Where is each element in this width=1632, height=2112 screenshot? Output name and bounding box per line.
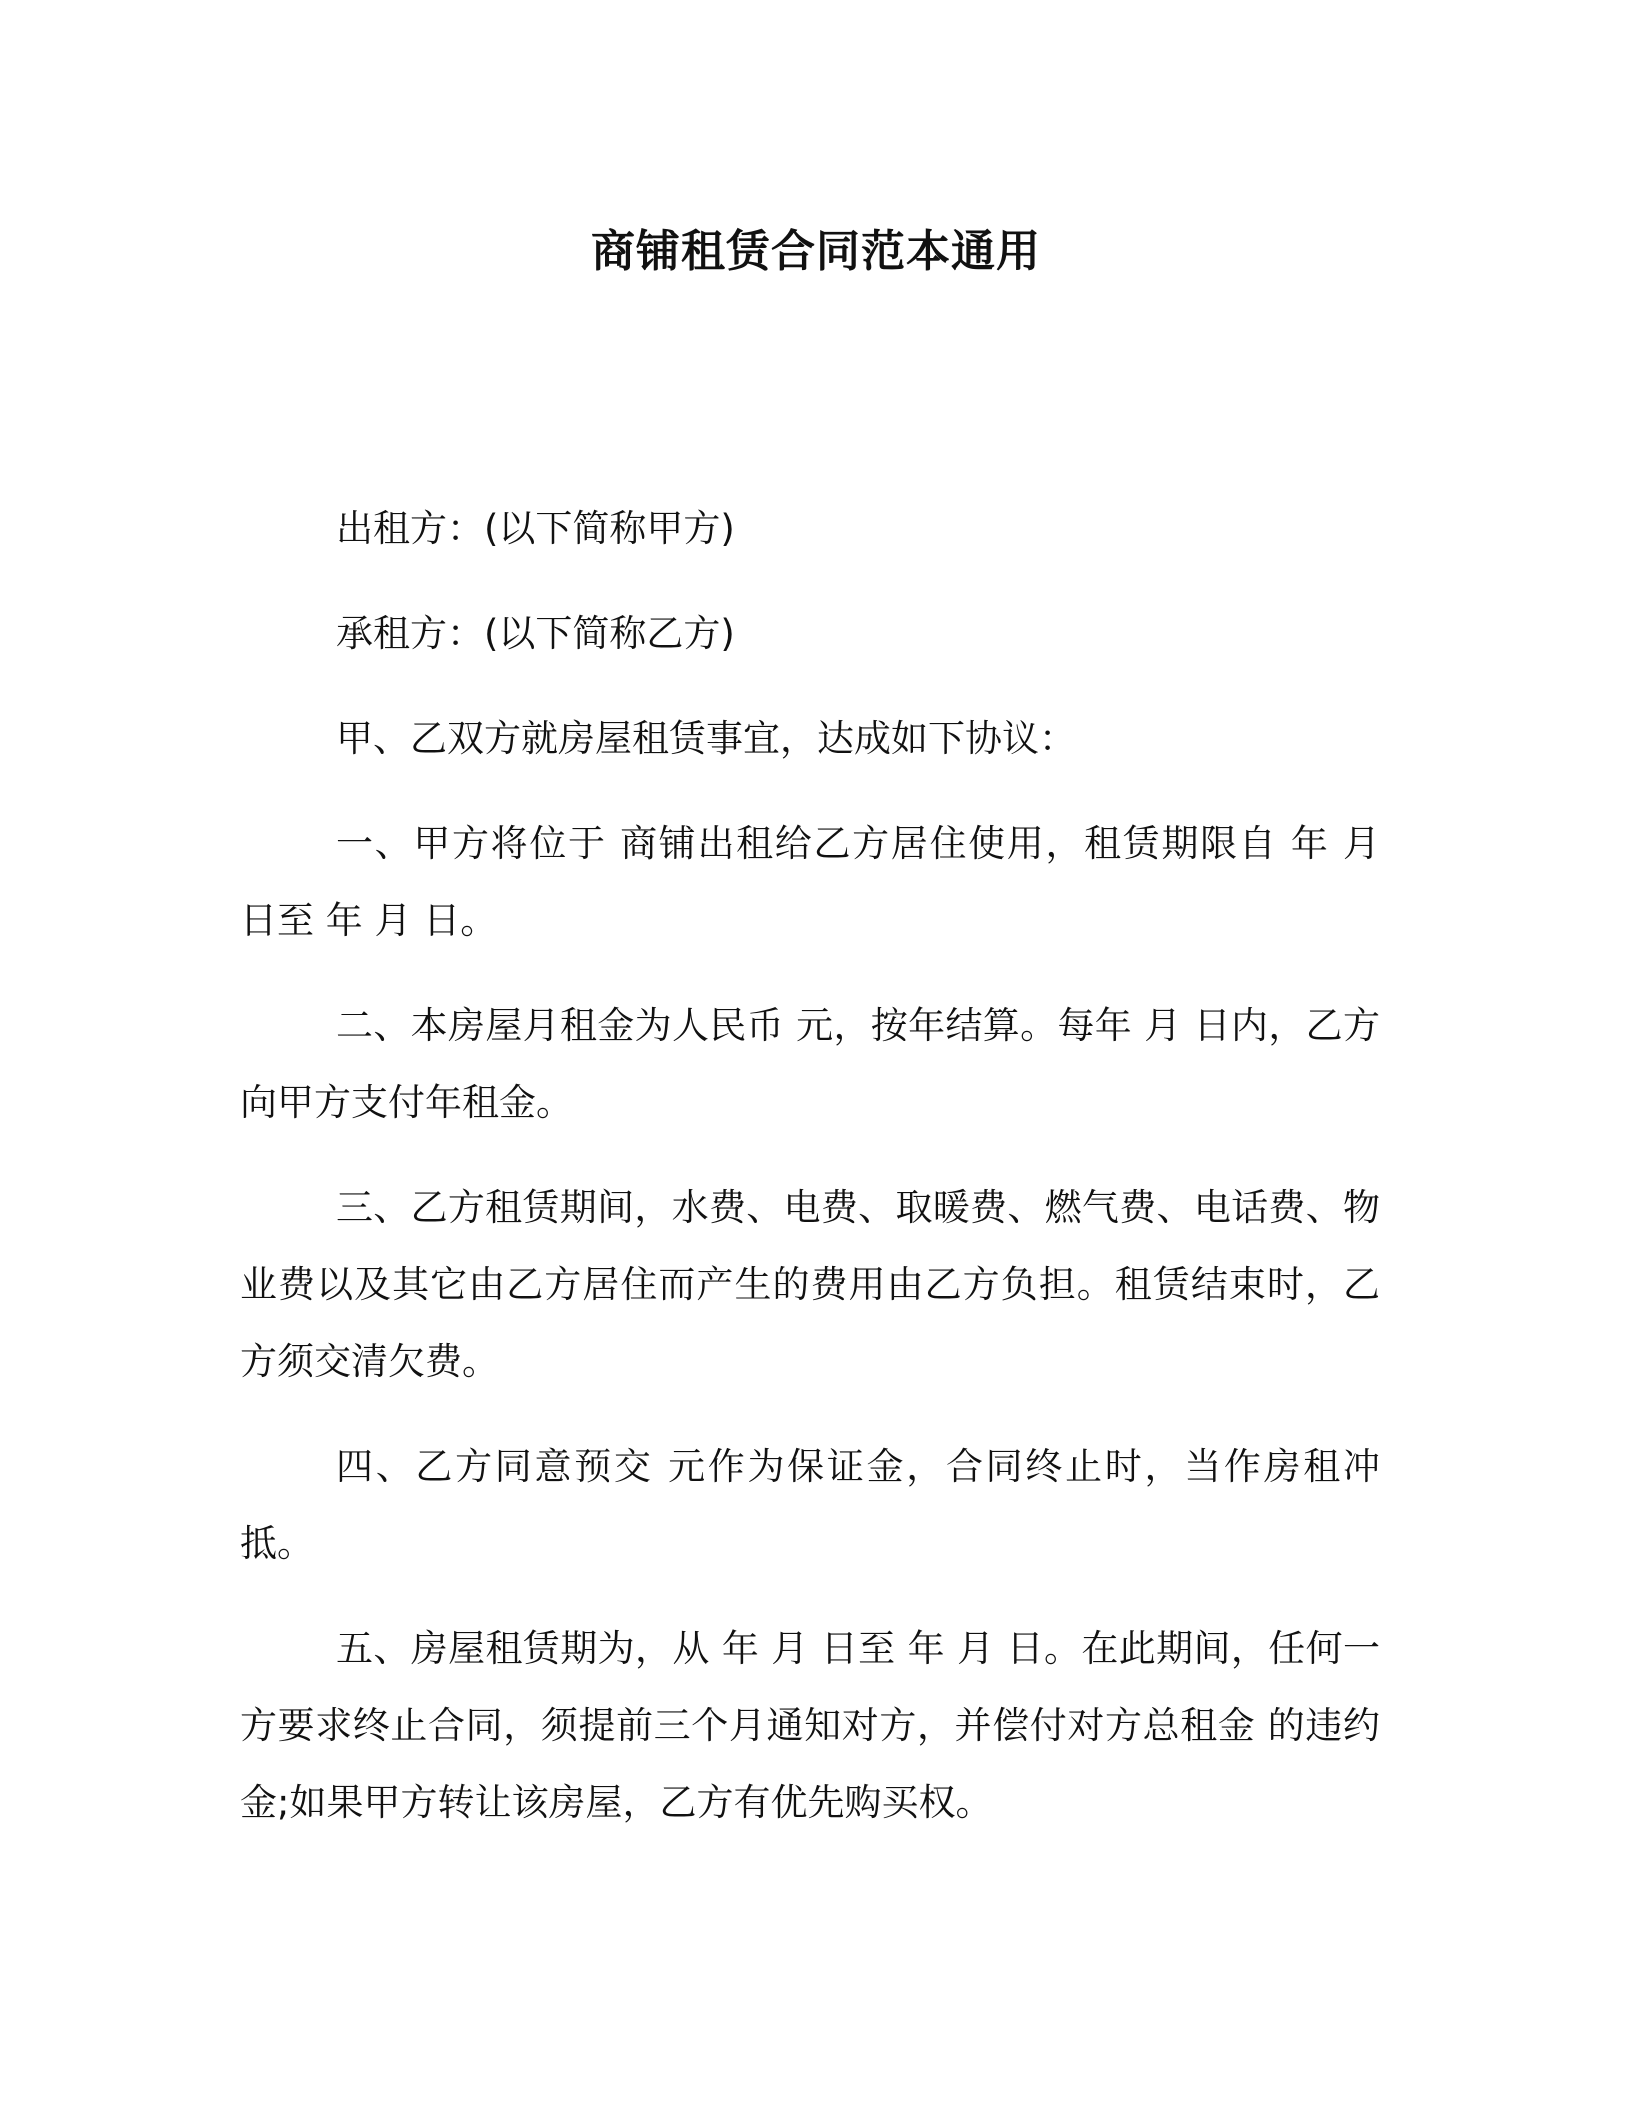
document-title: 商铺租赁合同范本通用 — [591, 226, 1041, 277]
lessor-line: 出租方：(以下简称甲方) — [336, 507, 735, 550]
clause-3: 三、乙方租赁期间，水费、电费、取暖费、燃气费、电话费、物业费以及其它由乙方居住而产生的费用由乙方负担。租赁结束时，乙方须交清欠费。 — [240, 1186, 1380, 1383]
clause-4: 四、乙方同意预交 元作为保证金，合同终止时，当作房租冲抵。 — [240, 1445, 1380, 1565]
clause-1: 一、甲方将位于 商铺出租给乙方居住使用，租赁期限自 年 月 日至 年 月 日。 — [240, 822, 1380, 942]
clause-2: 二、本房屋月租金为人民币 元，按年结算。每年 月 日内，乙方向甲方支付年租金。 — [240, 1004, 1380, 1124]
clause-5: 五、房屋租赁期为，从 年 月 日至 年 月 日。在此期间，任何一方要求终止合同，须提前三个月通知对方，并偿付对方总租金 的违约金;如果甲方转让该房屋，乙方有优先购买权。 — [240, 1627, 1380, 1824]
agreement-intro: 甲、乙双方就房屋租赁事宜，达成如下协议： — [336, 717, 1076, 760]
lessee-line: 承租方：(以下简称乙方) — [336, 612, 735, 655]
document-body — [240, 490, 1380, 1869]
